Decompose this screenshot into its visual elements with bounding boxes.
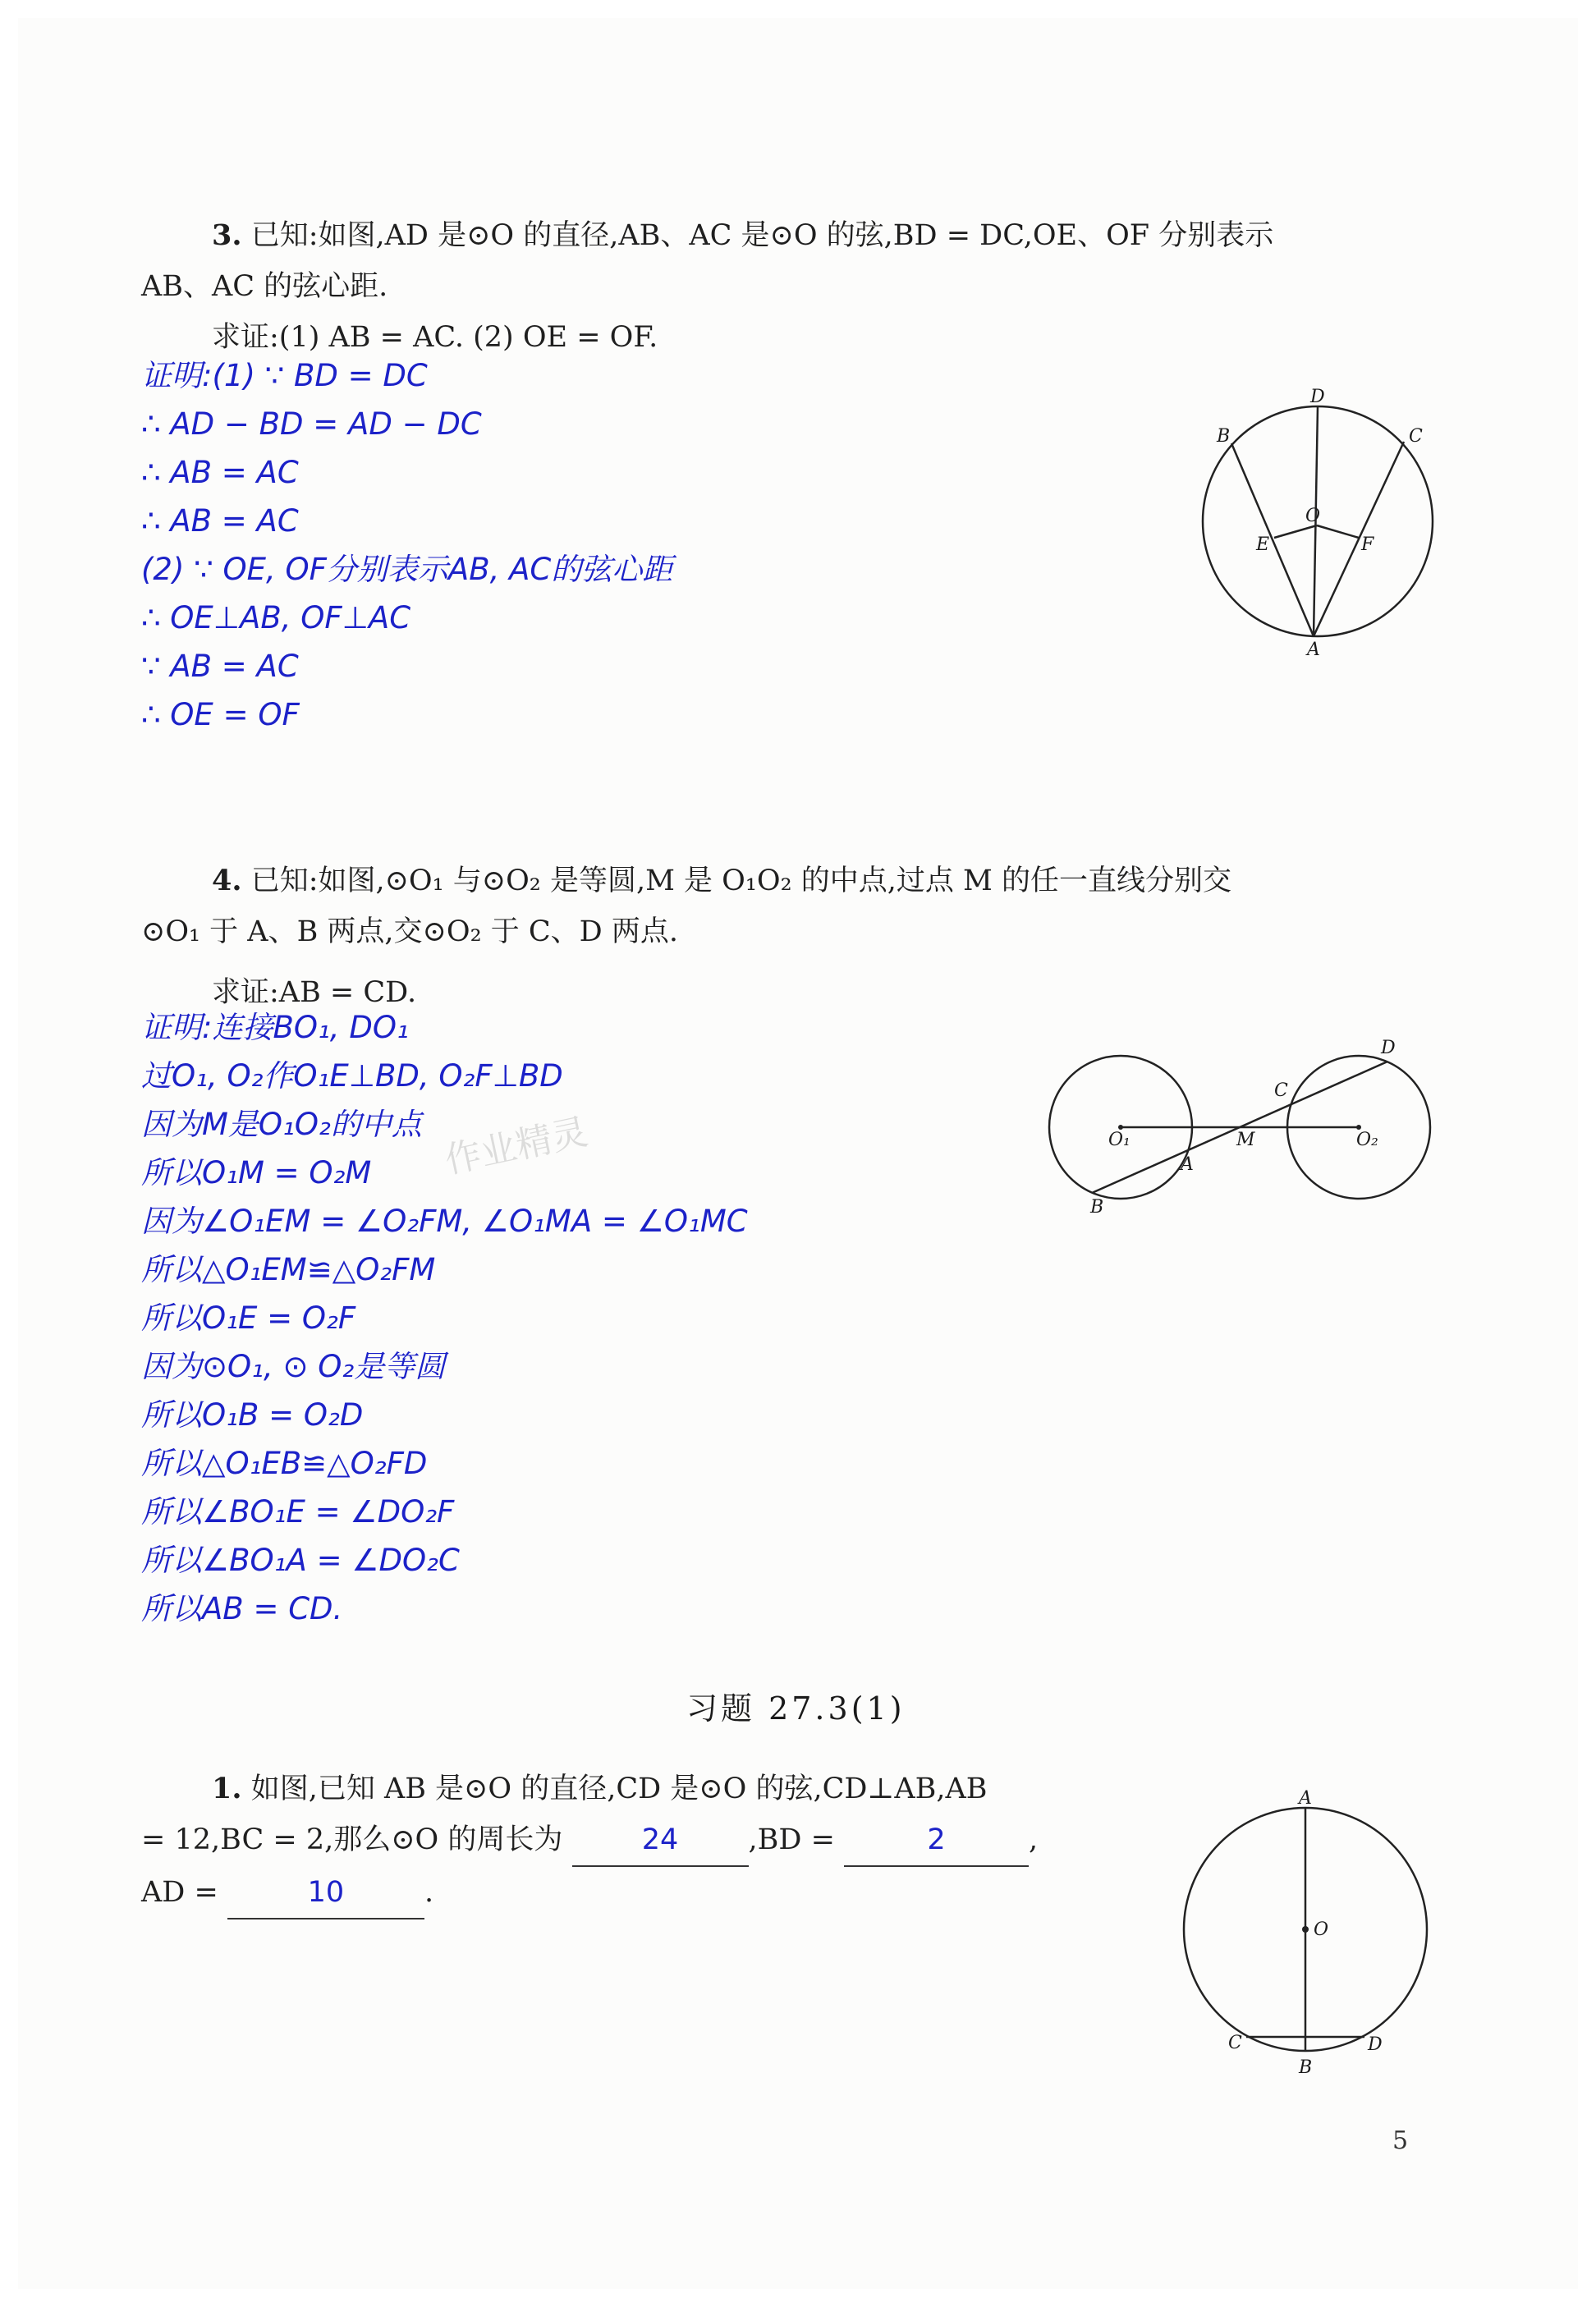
q4-label-m: M	[1236, 1130, 1255, 1150]
ex1-label-d: D	[1368, 2034, 1383, 2055]
page-number: 5	[1392, 2126, 1409, 2155]
ex1-label-o: O	[1314, 1919, 1329, 1940]
q4-answer-line: 过O₁, O₂作O₁E⊥BD, O₂F⊥BD	[141, 1058, 563, 1094]
ex1-blank-circumference: 24	[572, 1814, 749, 1867]
q3-answer-line: ∴ AB = AC	[141, 503, 299, 539]
ex1-label-b: B	[1299, 2057, 1313, 2078]
q3-answer-line: (2) ∵ OE, OF分别表示AB, AC的弦心距	[141, 552, 673, 587]
ex1-number: 1.	[212, 1772, 242, 1805]
q4-stem	[141, 855, 1455, 1018]
ex1-line2: = 12,BC = 2,那么⊙O 的周长为 24 ,BD = 2 ,	[141, 1814, 1167, 1867]
q4-label-d: D	[1381, 1038, 1396, 1058]
ex1-stem	[141, 1764, 1167, 1919]
q4-label-b: B	[1090, 1197, 1104, 1218]
q3-label-b: B	[1217, 426, 1231, 447]
q3-answer-line: ∴ AB = AC	[141, 455, 299, 490]
q3-of	[1317, 525, 1359, 538]
q4-answer-line: 所以O₁B = O₂D	[141, 1397, 364, 1433]
q4-answer-line: 因为M是O₁O₂的中点	[141, 1107, 422, 1142]
q3-label-o: O	[1305, 506, 1321, 526]
q3-answer-line: ∵ AB = AC	[141, 649, 299, 684]
q3-answer-line: ∴ AD − BD = AD − DC	[141, 406, 482, 442]
q4-label-c: C	[1274, 1080, 1288, 1101]
q4-stem-line1: 4. 已知:如图,⊙O₁ 与⊙O₂ 是等圆,M 是 O₁O₂ 的中点,过点 M 的任一直线分别交	[212, 864, 1231, 897]
q3-label-d: D	[1310, 387, 1325, 407]
ex1-label-c: C	[1228, 2033, 1242, 2053]
q3-label-e: E	[1256, 534, 1270, 555]
q3-answer-line: 证明:(1) ∵ BD = DC	[141, 358, 428, 393]
ex1-line1: 1. 如图,已知 AB 是⊙O 的直径,CD 是⊙O 的弦,CD⊥AB,AB	[212, 1772, 988, 1805]
q3-figure	[1182, 378, 1453, 665]
q3-label-a: A	[1307, 640, 1320, 660]
q4-answer-line: 所以△O₁EM≌△O₂FM	[141, 1252, 436, 1287]
watermark: 作业精灵	[441, 1111, 592, 1182]
ex1-point-o	[1302, 1926, 1309, 1933]
ex1-figure	[1174, 1786, 1445, 2089]
ex1-label-a: A	[1299, 1788, 1312, 1809]
q4-answer-line: 所以∠BO₁A = ∠DO₂C	[141, 1543, 460, 1578]
q3-label-c: C	[1409, 426, 1423, 447]
q3-answer-line: ∴ OE⊥AB, OF⊥AC	[141, 600, 411, 635]
q3-oe	[1274, 525, 1317, 538]
q4-answer-line: 因为∠O₁EM = ∠O₂FM, ∠O₁MA = ∠O₁MC	[141, 1204, 748, 1239]
ex1-blank-bd: 2	[844, 1814, 1029, 1867]
section-title: 习题 27.3(1)	[686, 1690, 906, 1727]
q4-answer-line: 所以∠BO₁E = ∠DO₂F	[141, 1494, 455, 1530]
q3-number: 3.	[212, 218, 242, 252]
q3-prove: 求证:(1) AB = AC. (2) OE = OF.	[212, 321, 658, 354]
q4-answer-line: 因为⊙O₁, ⊙ O₂是等圆	[141, 1349, 446, 1384]
q3-stem-line2: AB、AC 的弦心距.	[141, 270, 388, 303]
q4-answer-line: 所以O₁M = O₂M	[141, 1155, 372, 1190]
q4-answer-line: 证明:连接BO₁, DO₁	[141, 1010, 409, 1045]
q3-chord-ab	[1231, 443, 1314, 636]
q4-stem-line2: ⊙O₁ 于 A、B 两点,交⊙O₂ 于 C、D 两点.	[141, 915, 678, 948]
q4-answer-line: 所以O₁E = O₂F	[141, 1300, 356, 1336]
q4-number: 4.	[212, 864, 242, 897]
q4-answer-line: 所以△O₁EB≌△O₂FD	[141, 1446, 428, 1481]
q4-label-o1: O₁	[1108, 1130, 1130, 1150]
q3-chord-ac	[1314, 442, 1404, 636]
ex1-blank-ad: 10	[227, 1867, 424, 1919]
q3-answer-line: ∴ OE = OF	[141, 697, 300, 732]
q3-label-f: F	[1361, 534, 1374, 555]
ex1-line3: AD = 10 .	[141, 1867, 1167, 1919]
q3-stem	[141, 210, 1455, 363]
q4-label-o2: O₂	[1356, 1130, 1378, 1150]
q4-label-a: A	[1181, 1154, 1194, 1175]
q3-stem-line1: 3. 已知:如图,AD 是⊙O 的直径,AB、AC 是⊙O 的弦,BD = DC,OE、OF 分别表示	[212, 218, 1274, 252]
q4-figure	[1043, 1030, 1445, 1219]
q4-prove: 求证:AB = CD.	[212, 976, 417, 1009]
q4-answer-line: 所以AB = CD.	[141, 1591, 343, 1626]
